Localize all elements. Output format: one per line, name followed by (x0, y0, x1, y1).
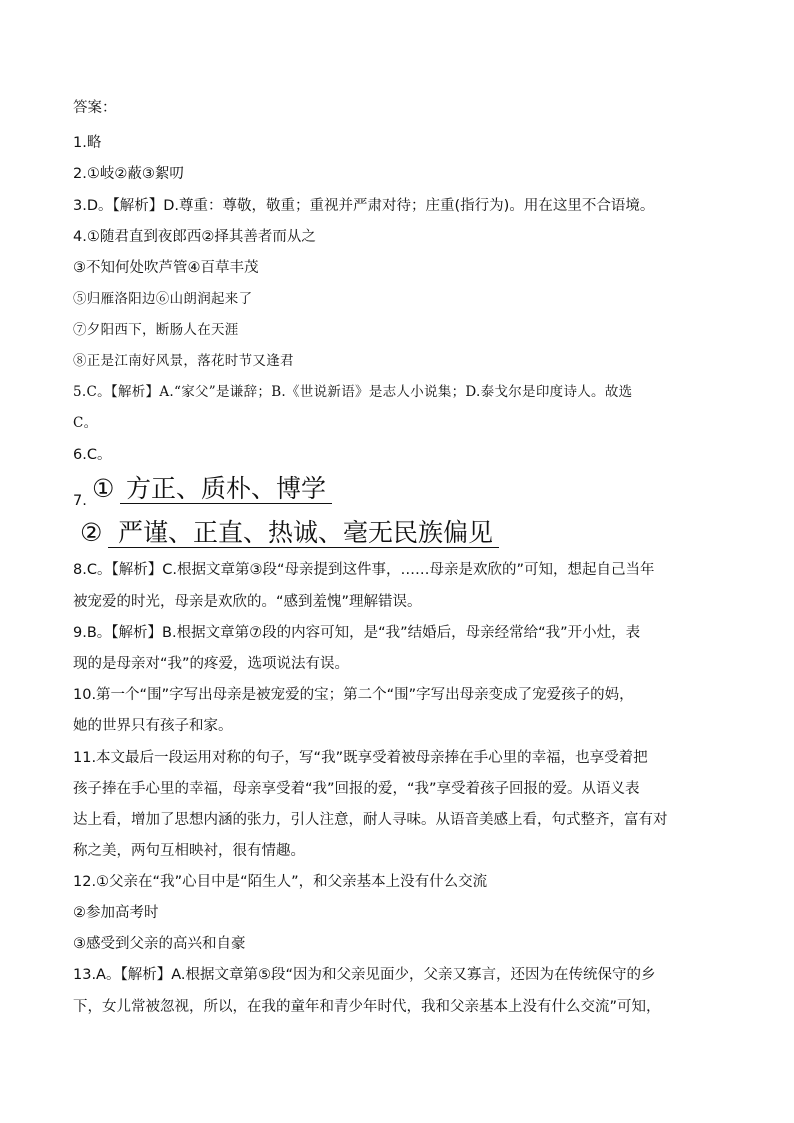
answer-12-line-2: ②参加高考时 (73, 905, 159, 921)
answer-4-line-1: 4.①随君直到夜郎西②择其善者而从之 (73, 229, 316, 245)
answer-13-line-2: 下，女儿常被忽视，所以，在我的童年和青少年时代，我和父亲基本上没有什么交流”可知， (73, 999, 661, 1015)
answer-11-line-3: 达上看，增加了思想内涵的张力，引人注意，耐人寻味。从语音美感上看，句式整齐，富有对 (73, 812, 668, 828)
answer-1: 1.略 (73, 135, 102, 151)
answer-9-line-2: 现的是母亲对“我”的疼爱，选项说法有误。 (73, 656, 350, 672)
answer-10-line-2: 她的世界只有孩子和家。 (73, 718, 233, 734)
answer-8-line-1: 8.C。【解析】C.根据文章第③段“母亲提到这件事，……母亲是欢欣的”可知，想起自己当年 (73, 562, 655, 578)
answer-3: 3.D。【解析】D.尊重：尊敬，敬重；重视并严肃对待；庄重(指行为)。用在这里不合语境。 (73, 198, 655, 214)
answer-11-line-1: 11.本文最后一段运用对称的句子，写“我”既享受着被母亲捧在手心里的幸福，也享受着把 (73, 750, 648, 766)
answer-7-blank-2: 严谨、正直、热诚、毫无民族偏见 (108, 518, 499, 548)
answer-heading: 答案： (73, 100, 117, 116)
answer-7-marker-1: ① (92, 474, 115, 503)
answer-5-line-1: 5.C。【解析】A.“家父”是谦辞；B.《世说新语》是志人小说集；D.泰戈尔是印度诗人。故选 (73, 384, 633, 400)
answer-4-line-4: ⑦夕阳西下，断肠人在天涯 (73, 322, 239, 338)
answer-4-line-2: ③不知何处吹芦管④百草丰茂 (73, 260, 259, 276)
answer-2: 2.①岐②蔽③絮叨 (73, 166, 184, 182)
answer-9-line-1: 9.B。【解析】B.根据文章第⑦段的内容可知，是“我”结婚后，母亲经常给“我”开小灶，表 (73, 625, 641, 641)
answer-11-line-4: 称之美，两句互相映衬，很有情趣。 (73, 843, 305, 859)
answer-12-line-1: 12.①父亲在“我”心目中是“陌生人”，和父亲基本上没有什么交流 (73, 874, 488, 890)
answer-11-line-2: 孩子捧在手心里的幸福，母亲享受着“我”回报的爱，“我”享受着孩子回报的爱。从语义表 (73, 781, 640, 797)
answer-4-line-3: ⑤归雁洛阳边⑥山朗润起来了 (73, 291, 253, 307)
answer-7-blank-1: 方正、质朴、博学 (120, 474, 332, 504)
answer-4-line-5: ⑧正是江南好风景，落花时节又逢君 (73, 353, 294, 369)
answer-7-number: 7. (73, 493, 87, 509)
answer-12-line-3: ③感受到父亲的高兴和自豪 (73, 936, 246, 952)
answer-5-line-2: C。 (73, 415, 98, 431)
answer-10-line-1: 10.第一个“围”字写出母亲是被宠爱的宝；第二个“围”字写出母亲变成了宠爱孩子的妈， (73, 687, 634, 703)
answer-6: 6.C。 (73, 447, 112, 463)
answer-7-marker-2: ② (80, 518, 103, 547)
answer-13-line-1: 13.A。【解析】A.根据文章第⑤段“因为和父亲见面少，父亲又寡言，还因为在传统保守的乡 (73, 967, 656, 983)
answer-8-line-2: 被宠爱的时光，母亲是欢欣的。“感到羞愧”理解错误。 (73, 594, 422, 610)
